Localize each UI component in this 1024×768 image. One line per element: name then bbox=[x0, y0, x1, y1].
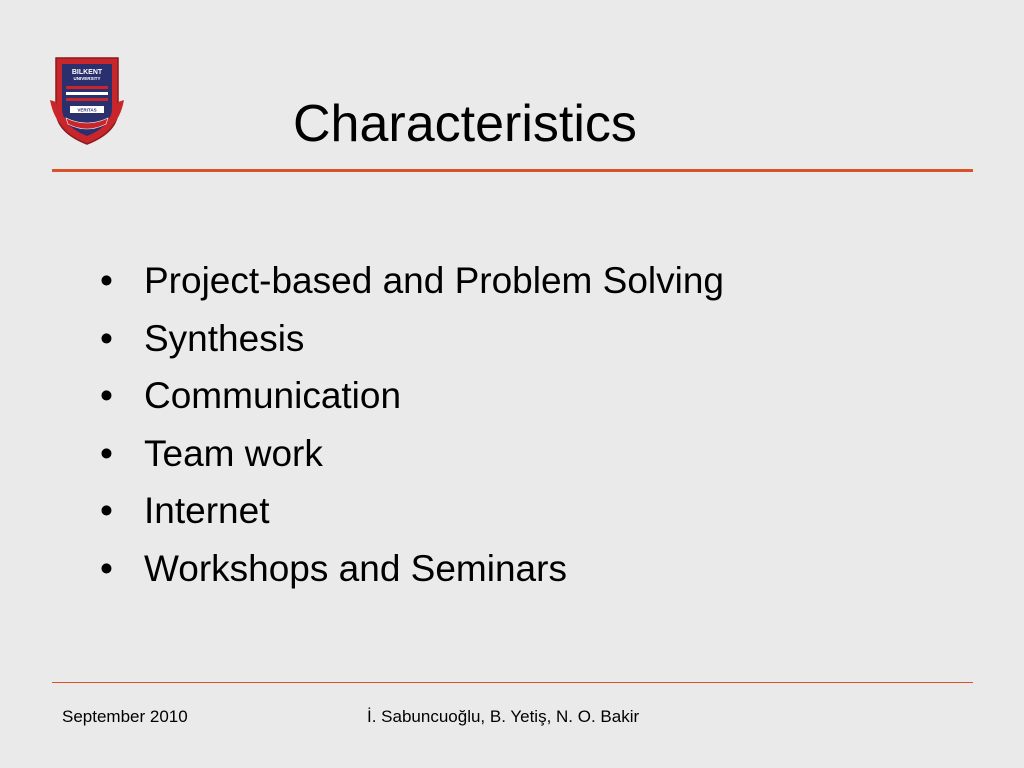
bullet-text: Team work bbox=[144, 432, 323, 474]
bullet-item bbox=[100, 252, 724, 310]
bullet-item bbox=[100, 540, 724, 598]
bullet-item bbox=[100, 310, 724, 368]
bullet-text: Synthesis bbox=[144, 317, 305, 359]
bullet-text: Workshops and Seminars bbox=[144, 547, 567, 589]
bullet-item bbox=[100, 425, 724, 483]
bullet-icon: • bbox=[100, 260, 113, 301]
bullet-text: Communication bbox=[144, 375, 402, 416]
bullet-list bbox=[100, 252, 724, 597]
footer-date: September 2010 bbox=[62, 707, 188, 726]
bullet-icon: • bbox=[100, 547, 113, 589]
slide-title: Characteristics bbox=[293, 95, 637, 153]
logo-text-banner: VERITAS bbox=[77, 107, 97, 113]
logo-text-mid: UNIVERSITY bbox=[73, 76, 101, 81]
bullet-icon: • bbox=[100, 375, 113, 416]
bullet-icon: • bbox=[100, 490, 113, 531]
footer-divider bbox=[52, 682, 973, 683]
title-divider bbox=[52, 169, 973, 172]
bullet-item bbox=[100, 482, 724, 540]
bullet-text: Internet bbox=[144, 490, 270, 531]
bullet-icon: • bbox=[100, 317, 113, 359]
logo-text-top: BILKENT bbox=[71, 69, 103, 76]
bilkent-university-crest-icon bbox=[48, 52, 126, 148]
bullet-icon: • bbox=[100, 432, 113, 474]
footer-authors: İ. Sabuncuoğlu, B. Yetiş, N. O. Bakir bbox=[367, 707, 640, 726]
bullet-item bbox=[100, 367, 724, 425]
bullet-text: Project-based and Problem Solving bbox=[144, 260, 724, 301]
